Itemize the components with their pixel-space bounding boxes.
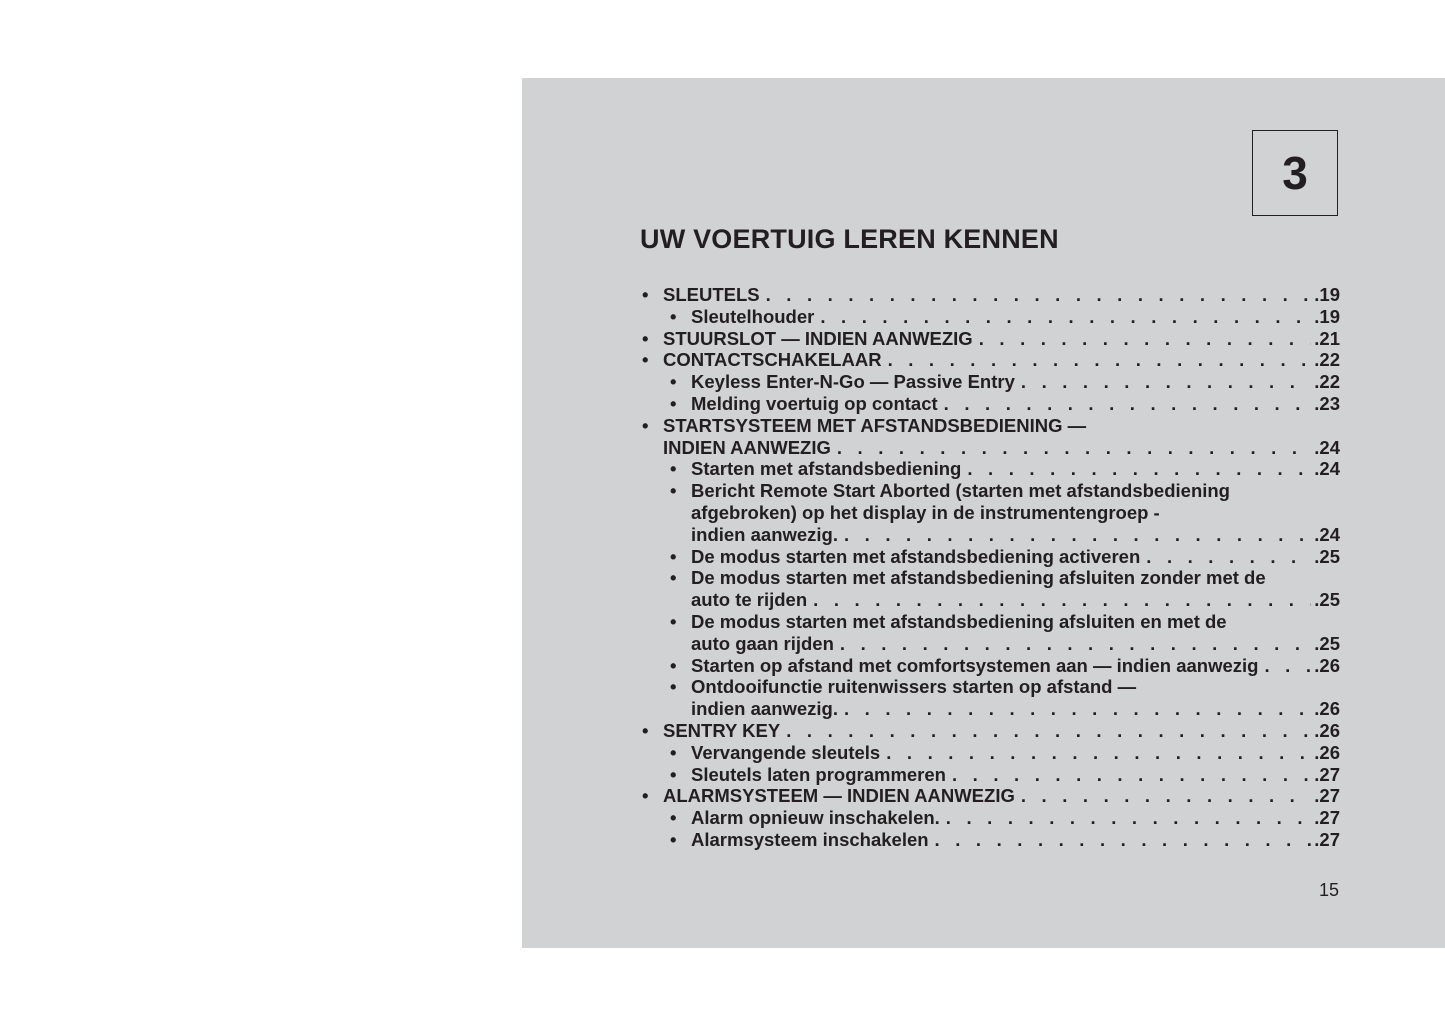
- toc-entry[interactable]: [640, 349, 1340, 371]
- toc-entry-page: .24: [1314, 523, 1340, 545]
- toc-entry-line: [640, 306, 1340, 328]
- toc-entry-page: .26: [1314, 698, 1340, 720]
- toc-entry-title: Sleutels laten programmeren: [691, 763, 946, 785]
- toc-entry-title: CONTACTSCHAKELAAR: [663, 349, 882, 371]
- toc-entry-title: Alarmsysteem inschakelen: [691, 828, 929, 850]
- toc-entry-title: Vervangende sleutels: [691, 741, 881, 763]
- bullet-icon: •: [670, 371, 677, 393]
- toc-entry-page: .22: [1314, 371, 1340, 393]
- dot-leader: [886, 742, 1311, 764]
- toc-entry-page: .25: [1314, 632, 1340, 654]
- toc-entry-title: Starten op afstand met comfortsystemen aan — indien aanwezig: [691, 654, 1259, 676]
- dot-leader: [837, 437, 1311, 459]
- bullet-icon: •: [670, 392, 677, 414]
- bullet-icon: •: [670, 807, 677, 829]
- toc-entry-page: .24: [1314, 436, 1340, 458]
- toc-entry-line: [640, 393, 1340, 415]
- toc-entry[interactable]: [640, 764, 1340, 786]
- bullet-icon: •: [642, 719, 649, 741]
- dot-leader: [888, 349, 1312, 371]
- toc-entry-page: .27: [1314, 763, 1340, 785]
- dot-leader: [766, 284, 1312, 306]
- dot-leader: [813, 589, 1311, 611]
- bullet-icon: •: [670, 741, 677, 763]
- toc-entry-page: .27: [1314, 828, 1340, 850]
- toc-entry-title: De modus starten met afstandsbediening afsluiten zonder met de: [691, 567, 1266, 589]
- bullet-icon: •: [670, 676, 677, 698]
- toc-entry-page: .27: [1314, 807, 1340, 829]
- bullet-icon: •: [670, 567, 677, 589]
- toc-entry-page: .21: [1314, 327, 1340, 349]
- bullet-icon: •: [670, 828, 677, 850]
- toc-entry-page: .25: [1314, 545, 1340, 567]
- toc-entry-line: [640, 480, 1340, 502]
- chapter-number-box: 3: [1252, 130, 1338, 216]
- toc-entry-page: .25: [1314, 589, 1340, 611]
- toc-entry-line: [640, 785, 1340, 807]
- toc-entry-title: auto gaan rijden: [691, 632, 834, 654]
- toc-entry-line: [640, 742, 1340, 764]
- toc-entry-title: Ontdooifunctie ruitenwissers starten op afstand —: [691, 676, 1137, 698]
- toc-entry-page: .19: [1314, 305, 1340, 327]
- toc-entry-line: [640, 567, 1340, 589]
- toc-entry-title: Bericht Remote Start Aborted (starten met afstandsbediening: [691, 480, 1230, 502]
- toc-entry-line: [640, 328, 1340, 350]
- dot-leader: [935, 829, 1312, 851]
- bullet-icon: •: [642, 785, 649, 807]
- toc-entry-line: [640, 720, 1340, 742]
- dot-leader: [786, 720, 1311, 742]
- toc-entry-page: .26: [1314, 654, 1340, 676]
- toc-entry[interactable]: [640, 328, 1340, 350]
- bullet-icon: •: [642, 284, 649, 305]
- manual-page: [522, 78, 1445, 948]
- bullet-icon: •: [670, 480, 677, 502]
- toc-entry-line: [640, 698, 1340, 720]
- toc-entry-line: [640, 349, 1340, 371]
- toc-entry[interactable]: [640, 393, 1340, 415]
- toc-entry-line: [640, 546, 1340, 568]
- toc-entry-line: [640, 502, 1340, 524]
- dot-leader: [1146, 546, 1311, 568]
- toc-entry[interactable]: [640, 546, 1340, 568]
- toc-entry-title: ALARMSYSTEEM — INDIEN AANWEZIG: [663, 785, 1015, 807]
- toc-entry[interactable]: [640, 284, 1340, 306]
- toc-entry-line: [640, 807, 1340, 829]
- toc-entry-title: indien aanwezig.: [691, 523, 838, 545]
- toc-entry-title: indien aanwezig.: [691, 698, 838, 720]
- toc-entry[interactable]: [640, 306, 1340, 328]
- toc-entry-title: Sleutelhouder: [691, 305, 815, 327]
- toc-entry-title: De modus starten met afstandsbediening afsluiten en met de: [691, 610, 1227, 632]
- dot-leader: [820, 306, 1311, 328]
- dot-leader: [1264, 655, 1311, 677]
- toc-entry-title: Keyless Enter-N-Go — Passive Entry: [691, 371, 1015, 393]
- toc-entry-line: [640, 284, 1340, 306]
- page-number: 15: [1319, 880, 1340, 900]
- toc-entry-line: [640, 676, 1340, 698]
- toc-entry-title: STARTSYSTEEM MET AFSTANDSBEDIENING —: [663, 414, 1087, 436]
- dot-leader: [840, 633, 1311, 655]
- toc-entry-line: [640, 829, 1340, 851]
- toc-entry-title: Alarm opnieuw inschakelen.: [691, 807, 940, 829]
- toc-entry[interactable]: [640, 567, 1340, 611]
- bullet-icon: •: [670, 763, 677, 785]
- bullet-icon: •: [642, 327, 649, 349]
- dot-leader: [844, 698, 1311, 720]
- toc-entry-line: [640, 415, 1340, 437]
- toc-entry-page: .19: [1314, 284, 1340, 305]
- toc-entry-page: .24: [1314, 458, 1340, 480]
- toc-entry-line: [640, 437, 1340, 459]
- toc-entry-title: STUURSLOT — INDIEN AANWEZIG: [663, 327, 973, 349]
- bullet-icon: •: [670, 458, 677, 480]
- toc-entry[interactable]: [640, 742, 1340, 764]
- toc-entry-page: .23: [1314, 392, 1340, 414]
- dot-leader: [967, 458, 1311, 480]
- toc-entry[interactable]: [640, 415, 1340, 459]
- toc-entry[interactable]: [640, 371, 1340, 393]
- toc-entry[interactable]: [640, 785, 1340, 807]
- dot-leader: [944, 393, 1312, 415]
- toc-entry-page: .26: [1314, 741, 1340, 763]
- toc-entry-line: [640, 371, 1340, 393]
- toc-entry-line: [640, 458, 1340, 480]
- toc-entry-line: [640, 611, 1340, 633]
- toc-entry-page: .27: [1314, 785, 1340, 807]
- toc-entry-title: De modus starten met afstandsbediening activeren: [691, 545, 1141, 567]
- toc-entry[interactable]: [640, 676, 1340, 720]
- bullet-icon: •: [670, 610, 677, 632]
- toc-entry-line: [640, 764, 1340, 786]
- toc-entry-title: SLEUTELS: [663, 284, 760, 305]
- bullet-icon: •: [670, 545, 677, 567]
- toc-entry-title: Starten met afstandsbediening: [691, 458, 962, 480]
- bullet-icon: •: [642, 414, 649, 436]
- dot-leader: [979, 328, 1312, 350]
- toc-entry[interactable]: [640, 829, 1340, 851]
- toc-entry-page: .26: [1314, 719, 1340, 741]
- bullet-icon: •: [670, 305, 677, 327]
- toc-entry[interactable]: [640, 611, 1340, 655]
- dot-leader: [1021, 785, 1311, 807]
- chapter-title: UW VOERTUIG LEREN KENNEN: [640, 224, 1059, 254]
- toc-entry-line: [640, 589, 1340, 611]
- toc-entry[interactable]: [640, 807, 1340, 829]
- table-of-contents: [640, 284, 1340, 851]
- dot-leader: [844, 524, 1311, 546]
- dot-leader: [1021, 371, 1311, 393]
- toc-entry[interactable]: [640, 480, 1340, 545]
- bullet-icon: •: [670, 654, 677, 676]
- toc-entry-title: SENTRY KEY: [663, 719, 781, 741]
- toc-entry[interactable]: [640, 655, 1340, 677]
- toc-entry-title: INDIEN AANWEZIG: [663, 436, 831, 458]
- dot-leader: [946, 807, 1311, 829]
- toc-entry-line: [640, 655, 1340, 677]
- toc-entry-line: [640, 524, 1340, 546]
- toc-entry-title: auto te rijden: [691, 589, 808, 611]
- toc-entry-line: [640, 633, 1340, 655]
- bullet-icon: •: [642, 349, 649, 371]
- toc-entry-page: .22: [1314, 349, 1340, 371]
- toc-entry-title: afgebroken) op het display in de instrumentengroep -: [691, 501, 1160, 523]
- toc-entry-title: Melding voertuig op contact: [691, 392, 938, 414]
- toc-entry[interactable]: [640, 720, 1340, 742]
- dot-leader: [952, 764, 1311, 786]
- toc-entry[interactable]: [640, 458, 1340, 480]
